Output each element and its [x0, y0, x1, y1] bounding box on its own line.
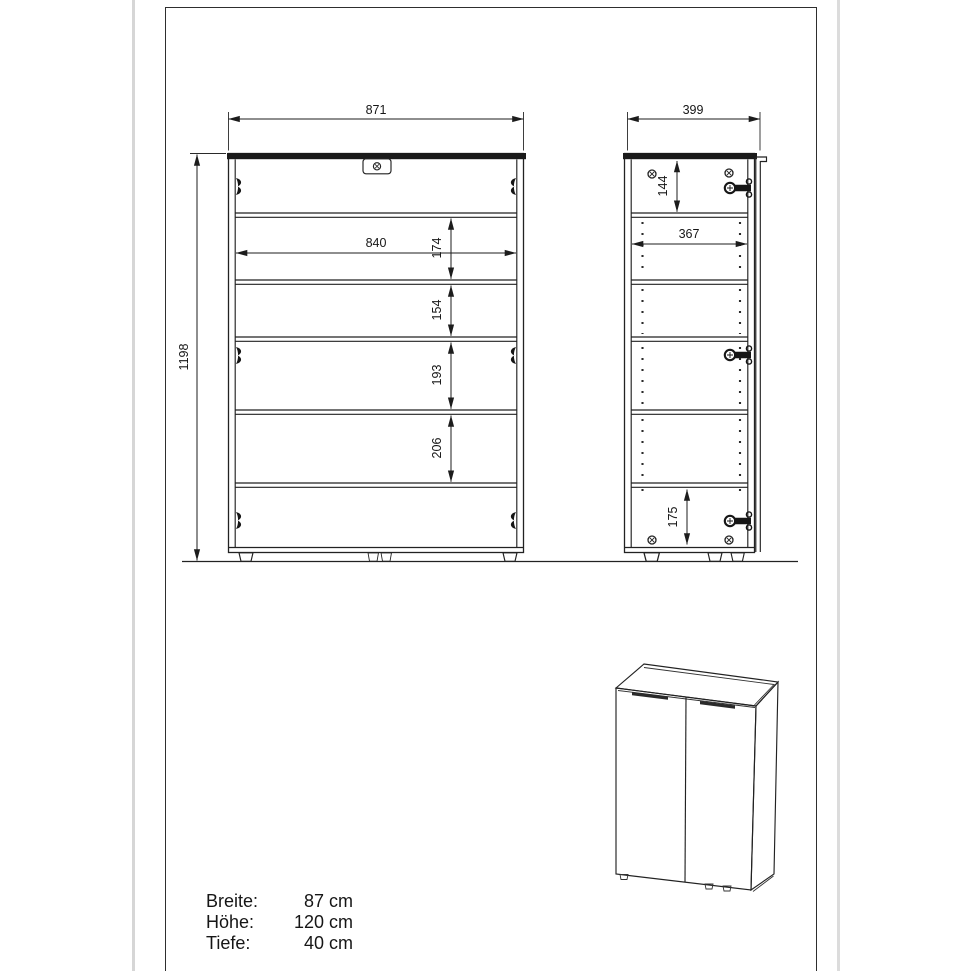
foot	[644, 553, 659, 562]
dim-label-front-width: 871	[365, 103, 387, 117]
dim-label-compartment-1: 174	[430, 237, 444, 259]
screw-icon	[725, 536, 733, 544]
dim-label-compartment-3: 193	[430, 364, 444, 386]
spec-row-depth	[206, 933, 353, 954]
iso-top-panel-edges	[618, 668, 774, 708]
top-fitting-icon	[363, 159, 391, 174]
dim-label-front-inner-width: 840	[365, 236, 387, 250]
isometric-view	[616, 664, 778, 892]
iso-right-face	[751, 682, 778, 890]
foot	[503, 553, 517, 562]
side-door-panel	[756, 157, 767, 552]
foot	[708, 553, 722, 562]
foot	[731, 553, 744, 562]
spec-value: 87 cm	[303, 891, 353, 911]
spec-label: Höhe:	[206, 912, 255, 932]
door-handle-icon	[632, 692, 668, 700]
side-view	[623, 153, 767, 561]
dim-label-side-depth: 399	[682, 103, 704, 117]
iso-bottom-edge-shadow	[753, 876, 774, 892]
hinge-icon	[236, 178, 241, 195]
hinge-icon	[511, 347, 516, 364]
hinge-icon	[236, 347, 241, 364]
iso-door-gap	[685, 697, 686, 882]
screw-icon	[648, 536, 656, 544]
dim-label-side-top-compartment: 144	[656, 175, 670, 197]
hinge-icon	[511, 512, 516, 529]
spec-row-width	[206, 891, 353, 912]
dimensions	[177, 103, 760, 561]
foot	[239, 553, 253, 562]
iso-top-face	[616, 664, 778, 706]
dim-label-side-bottom-compartment: 175	[666, 506, 680, 528]
dim-label-side-inner-depth: 367	[678, 227, 700, 241]
spec-label: Tiefe:	[206, 933, 251, 953]
dimension-spec-block	[206, 891, 353, 954]
front-view	[227, 153, 526, 561]
spec-label: Breite:	[206, 891, 259, 911]
dim-label-front-height: 1198	[177, 343, 191, 371]
hinge-icon	[511, 178, 516, 195]
spec-value: 120 cm	[293, 912, 353, 932]
side-top-panel	[623, 153, 757, 159]
front-shelf-lines	[235, 213, 517, 487]
spec-value: 40 cm	[303, 933, 353, 953]
screw-icon	[725, 169, 733, 177]
foot	[368, 553, 379, 562]
screw-icon	[648, 170, 656, 178]
dim-label-compartment-4: 206	[430, 437, 444, 459]
foot	[381, 553, 392, 562]
hinge-icon	[236, 512, 241, 529]
dim-label-compartment-2: 154	[430, 299, 444, 321]
spec-row-height	[206, 912, 353, 933]
